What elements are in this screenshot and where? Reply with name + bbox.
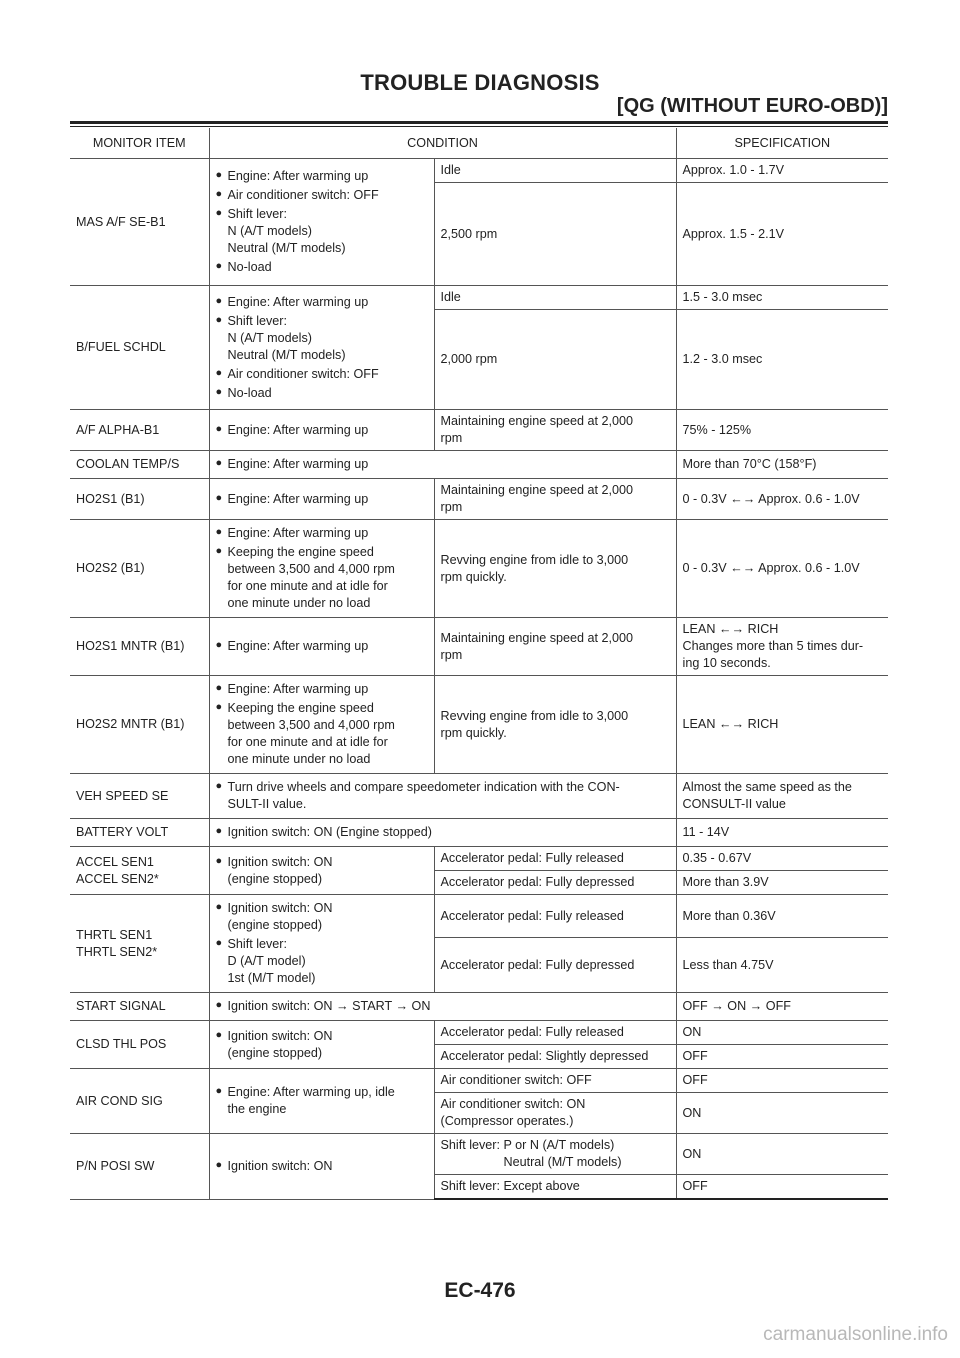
monitor-item: BATTERY VOLT	[70, 819, 209, 847]
header-rule	[70, 121, 888, 124]
bullet-item: ● Keeping the engine speed between 3,500 and 4,000 rpm for one minute and at idle for one minute under no load	[216, 544, 428, 612]
bullet-item: ● Engine: After warming up	[216, 168, 428, 185]
condition-detail: Revving engine from idle to 3,000 rpm quickly.	[434, 520, 676, 618]
condition-detail: 2,500 rpm	[434, 183, 676, 286]
bullet-item: ● Ignition switch: ON	[216, 1158, 428, 1175]
condition-detail: Maintaining engine speed at 2,000 rpm	[434, 618, 676, 676]
header-monitor-item: MONITOR ITEM	[70, 128, 209, 159]
condition-detail: Accelerator pedal: Fully depressed	[434, 938, 676, 993]
monitor-item: HO2S1 (B1)	[70, 479, 209, 520]
table-row	[70, 774, 888, 819]
condition-detail: Shift lever: Except above	[434, 1175, 676, 1200]
page-title: TROUBLE DIAGNOSIS	[360, 70, 600, 95]
monitor-item: ACCEL SEN1 ACCEL SEN2*	[70, 847, 209, 895]
condition-bullets	[209, 618, 434, 676]
specification: Approx. 1.0 - 1.7V	[676, 159, 888, 183]
specification-table	[70, 128, 888, 1200]
specification: OFF	[676, 1045, 888, 1069]
specification: Approx. 1.5 - 2.1V	[676, 183, 888, 286]
condition-detail: Maintaining engine speed at 2,000 rpm	[434, 410, 676, 451]
table-row	[70, 993, 888, 1021]
bullet-item: ● Engine: After warming up	[216, 456, 670, 473]
bullet-item: ● Engine: After warming up	[216, 294, 428, 311]
monitor-item: HO2S2 (B1)	[70, 520, 209, 618]
specification: 0 - 0.3V ←→ Approx. 0.6 - 1.0V	[676, 520, 888, 618]
bullet-item: ● Engine: After warming up	[216, 422, 428, 439]
condition-detail: Accelerator pedal: Fully released	[434, 1021, 676, 1045]
bullet-item: ● Ignition switch: ON → START → ON	[216, 998, 670, 1015]
table-header-row	[70, 128, 888, 159]
bullet-item: ● Engine: After warming up	[216, 525, 428, 542]
specification: OFF	[676, 1175, 888, 1200]
table-row	[70, 1021, 888, 1045]
bullet-item: ● Shift lever: N (A/T models) Neutral (M/T models)	[216, 313, 428, 364]
specification: ON	[676, 1093, 888, 1134]
monitor-item: CLSD THL POS	[70, 1021, 209, 1069]
condition-detail: Idle	[434, 286, 676, 310]
condition-detail: Accelerator pedal: Fully released	[434, 847, 676, 871]
specification: 1.2 - 3.0 msec	[676, 310, 888, 410]
specification: 0.35 - 0.67V	[676, 847, 888, 871]
specification: 0 - 0.3V ←→ Approx. 0.6 - 1.0V	[676, 479, 888, 520]
condition-bullets	[209, 1021, 434, 1069]
condition-detail: Accelerator pedal: Slightly depressed	[434, 1045, 676, 1069]
header-rule-thin	[70, 126, 888, 127]
condition-bullets	[209, 159, 434, 286]
bullet-item: ● No-load	[216, 259, 428, 276]
condition-detail: Idle	[434, 159, 676, 183]
monitor-item: B/FUEL SCHDL	[70, 286, 209, 410]
bullet-item: ● Turn drive wheels and compare speedometer indication with the CON- SULT-II value.	[216, 779, 670, 813]
specification: Almost the same speed as the CONSULT-II value	[676, 774, 888, 819]
table-row	[70, 895, 888, 938]
specification: ON	[676, 1021, 888, 1045]
condition-bullets	[209, 286, 434, 410]
monitor-item: COOLAN TEMP/S	[70, 451, 209, 479]
bullet-item: ● Ignition switch: ON (Engine stopped)	[216, 824, 670, 841]
bullet-item: ● No-load	[216, 385, 428, 402]
table-row	[70, 819, 888, 847]
bullet-item: ● Ignition switch: ON (engine stopped)	[216, 854, 428, 888]
condition-detail: Maintaining engine speed at 2,000 rpm	[434, 479, 676, 520]
monitor-item: A/F ALPHA-B1	[70, 410, 209, 451]
watermark: carmanualsonline.info	[763, 1324, 948, 1345]
monitor-item: P/N POSI SW	[70, 1134, 209, 1200]
condition-detail: Air conditioner switch: OFF	[434, 1069, 676, 1093]
table-row	[70, 676, 888, 774]
bullet-item: ● Engine: After warming up	[216, 638, 428, 655]
bullet-item: ● Engine: After warming up	[216, 491, 428, 508]
condition-bullets	[209, 847, 434, 895]
condition-bullets	[209, 819, 676, 847]
table-row	[70, 479, 888, 520]
specification: Less than 4.75V	[676, 938, 888, 993]
condition-detail: 2,000 rpm	[434, 310, 676, 410]
condition-bullets	[209, 479, 434, 520]
table-row	[70, 159, 888, 183]
specification: OFF → ON → OFF	[676, 993, 888, 1021]
condition-bullets	[209, 774, 676, 819]
table-row	[70, 410, 888, 451]
condition-bullets	[209, 993, 676, 1021]
specification: More than 3.9V	[676, 871, 888, 895]
page-number: EC-476	[444, 1279, 516, 1302]
bullet-item: ● Shift lever: D (A/T model) 1st (M/T model)	[216, 936, 428, 987]
table-row	[70, 847, 888, 871]
condition-bullets	[209, 1134, 434, 1200]
condition-bullets	[209, 895, 434, 993]
specification: More than 70°C (158°F)	[676, 451, 888, 479]
condition-bullets	[209, 451, 676, 479]
bullet-item: ● Air conditioner switch: OFF	[216, 187, 428, 204]
condition-detail: Accelerator pedal: Fully released	[434, 895, 676, 938]
header-condition: CONDITION	[209, 128, 676, 159]
specification: OFF	[676, 1069, 888, 1093]
bullet-item: ● Keeping the engine speed between 3,500 and 4,000 rpm for one minute and at idle for one minute under no load	[216, 700, 428, 768]
monitor-item: AIR COND SIG	[70, 1069, 209, 1134]
monitor-item: MAS A/F SE-B1	[70, 159, 209, 286]
condition-bullets	[209, 1069, 434, 1134]
table-row	[70, 618, 888, 676]
specification: LEAN ←→ RICH	[676, 676, 888, 774]
monitor-item: THRTL SEN1 THRTL SEN2*	[70, 895, 209, 993]
monitor-item: HO2S1 MNTR (B1)	[70, 618, 209, 676]
specification: 1.5 - 3.0 msec	[676, 286, 888, 310]
specification: LEAN ←→ RICH Changes more than 5 times dur- ing 10 seconds.	[676, 618, 888, 676]
condition-bullets	[209, 676, 434, 774]
page-subtitle: [QG (WITHOUT EURO-OBD)]	[616, 95, 888, 117]
condition-bullets	[209, 520, 434, 618]
monitor-item: VEH SPEED SE	[70, 774, 209, 819]
specification: 11 - 14V	[676, 819, 888, 847]
specification: 75% - 125%	[676, 410, 888, 451]
bullet-item: ● Shift lever: N (A/T models) Neutral (M/T models)	[216, 206, 428, 257]
bullet-item: ● Ignition switch: ON (engine stopped)	[216, 1028, 428, 1062]
table-row	[70, 1134, 888, 1175]
bullet-item: ● Air conditioner switch: OFF	[216, 366, 428, 383]
table-row	[70, 451, 888, 479]
specification: More than 0.36V	[676, 895, 888, 938]
specification: ON	[676, 1134, 888, 1175]
condition-bullets	[209, 410, 434, 451]
table-row	[70, 286, 888, 310]
condition-detail: Accelerator pedal: Fully depressed	[434, 871, 676, 895]
bullet-item: ● Engine: After warming up, idle the engine	[216, 1084, 428, 1118]
condition-detail: Air conditioner switch: ON (Compressor operates.)	[434, 1093, 676, 1134]
bullet-item: ● Ignition switch: ON (engine stopped)	[216, 900, 428, 934]
monitor-item: HO2S2 MNTR (B1)	[70, 676, 209, 774]
condition-detail: Revving engine from idle to 3,000 rpm quickly.	[434, 676, 676, 774]
table-row	[70, 520, 888, 618]
bullet-item: ● Engine: After warming up	[216, 681, 428, 698]
header-specification: SPECIFICATION	[676, 128, 888, 159]
condition-detail: Shift lever: P or N (A/T models) Neutral (M/T models)	[434, 1134, 676, 1175]
monitor-item: START SIGNAL	[70, 993, 209, 1021]
table-row	[70, 1069, 888, 1093]
